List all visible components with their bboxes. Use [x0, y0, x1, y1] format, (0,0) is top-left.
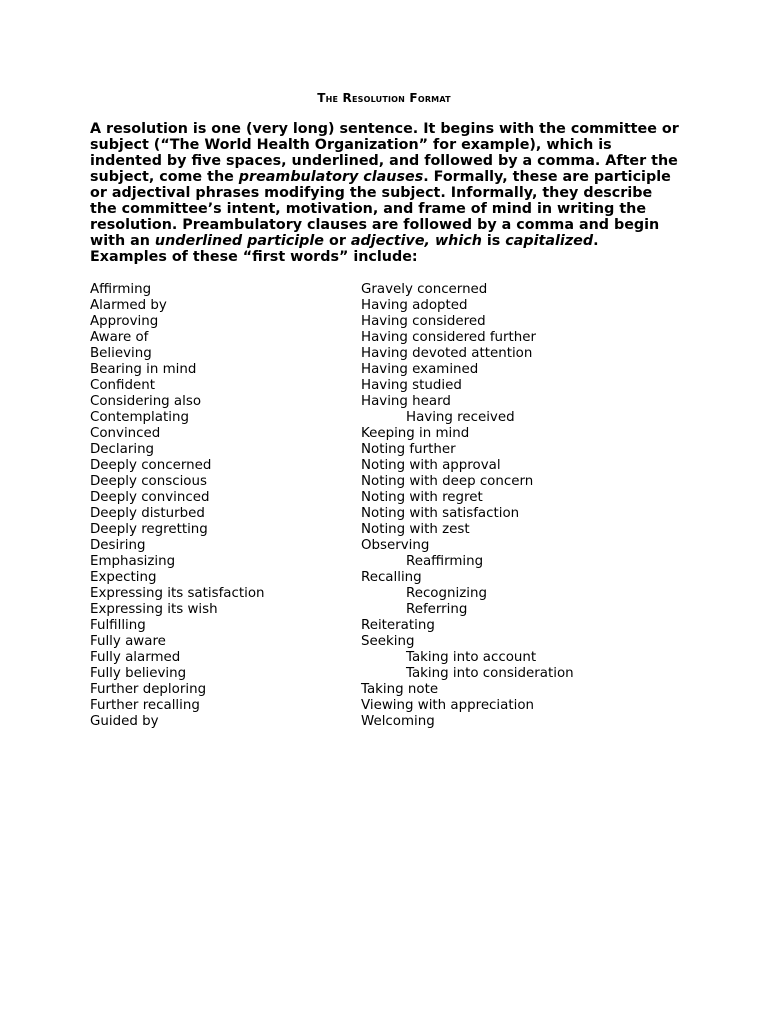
- list-item: Noting further: [361, 442, 456, 457]
- list-item: Convinced: [90, 426, 161, 441]
- list-item: Taking into consideration: [406, 666, 574, 681]
- list-item: Contemplating: [90, 410, 189, 425]
- intro-text: is: [481, 233, 506, 249]
- list-item: Fully alarmed: [90, 650, 181, 665]
- list-item: Expressing its wish: [90, 602, 218, 617]
- list-item: Desiring: [90, 538, 146, 553]
- list-item: Guided by: [90, 714, 159, 729]
- list-item: Having heard: [361, 394, 451, 409]
- list-item: Fulfilling: [90, 618, 146, 633]
- intro-text: A resolution is one (very long) sentence. It begins with the committee or subject (“The World Health Organization” for example), which is indented by five spaces, underlined, and followed by a comma. After the subject, come the: [90, 121, 679, 185]
- list-item: Having studied: [361, 378, 462, 393]
- first-words-right-column: [361, 282, 661, 730]
- list-item: Welcoming: [361, 714, 435, 729]
- list-item: Expecting: [90, 570, 157, 585]
- list-item: Noting with deep concern: [361, 474, 534, 489]
- list-item: Having considered: [361, 314, 486, 329]
- list-item: Having considered further: [361, 330, 537, 345]
- list-item: Affirming: [90, 282, 152, 297]
- list-item: Bearing in mind: [90, 362, 197, 377]
- list-item: Observing: [361, 538, 430, 553]
- list-item: Fully aware: [90, 634, 166, 649]
- list-item: Further deploring: [90, 682, 207, 697]
- list-item: Having examined: [361, 362, 479, 377]
- list-item: Gravely concerned: [361, 282, 488, 297]
- list-item: Reaffirming: [406, 554, 484, 569]
- list-item: Seeking: [361, 634, 415, 649]
- list-item: Having received: [406, 410, 515, 425]
- intro-emphasis: adjective, which: [350, 233, 482, 249]
- list-item: Alarmed by: [90, 298, 167, 313]
- list-item: Considering also: [90, 394, 202, 409]
- list-item: Declaring: [90, 442, 155, 457]
- intro-emphasis: capitalized: [505, 233, 594, 249]
- list-item: Deeply conscious: [90, 474, 207, 489]
- list-item: Deeply concerned: [90, 458, 212, 473]
- list-item: Taking note: [361, 682, 439, 697]
- first-words-left-column: [90, 282, 350, 730]
- list-item: Deeply regretting: [90, 522, 208, 537]
- list-item: Recalling: [361, 570, 422, 585]
- intro-text: . Examples of these “first words” include:: [90, 233, 599, 265]
- list-item: Expressing its satisfaction: [90, 586, 265, 601]
- intro-emphasis: preambulatory clauses: [238, 169, 424, 185]
- list-item: Aware of: [90, 330, 149, 345]
- list-item: Further recalling: [90, 698, 200, 713]
- intro-paragraph: [90, 121, 680, 265]
- list-item: Noting with approval: [361, 458, 501, 473]
- list-item: Approving: [90, 314, 159, 329]
- list-item: Taking into account: [406, 650, 537, 665]
- list-item: Confident: [90, 378, 155, 393]
- intro-emphasis: underlined participle: [154, 233, 325, 249]
- list-item: Having devoted attention: [361, 346, 533, 361]
- list-item: Deeply disturbed: [90, 506, 205, 521]
- list-item: Having adopted: [361, 298, 468, 313]
- list-item: Deeply convinced: [90, 490, 210, 505]
- list-item: Noting with zest: [361, 522, 470, 537]
- list-item: Referring: [406, 602, 468, 617]
- list-item: Emphasizing: [90, 554, 176, 569]
- intro-text: or: [324, 233, 351, 249]
- list-item: Keeping in mind: [361, 426, 470, 441]
- list-item: Viewing with appreciation: [361, 698, 534, 713]
- page-title: The Resolution Format: [317, 91, 451, 105]
- list-item: Reiterating: [361, 618, 435, 633]
- list-item: Recognizing: [406, 586, 487, 601]
- list-item: Noting with satisfaction: [361, 506, 520, 521]
- list-item: Believing: [90, 346, 152, 361]
- list-item: Noting with regret: [361, 490, 483, 505]
- intro-text: . Formally, these are participle or adjectival phrases modifying the subject. Informally, they describe the committee’s intent, motivation, and frame of mind in writing the resolution. Preambulatory clauses are followed by a comma and begin with an: [90, 169, 671, 249]
- list-item: Fully believing: [90, 666, 187, 681]
